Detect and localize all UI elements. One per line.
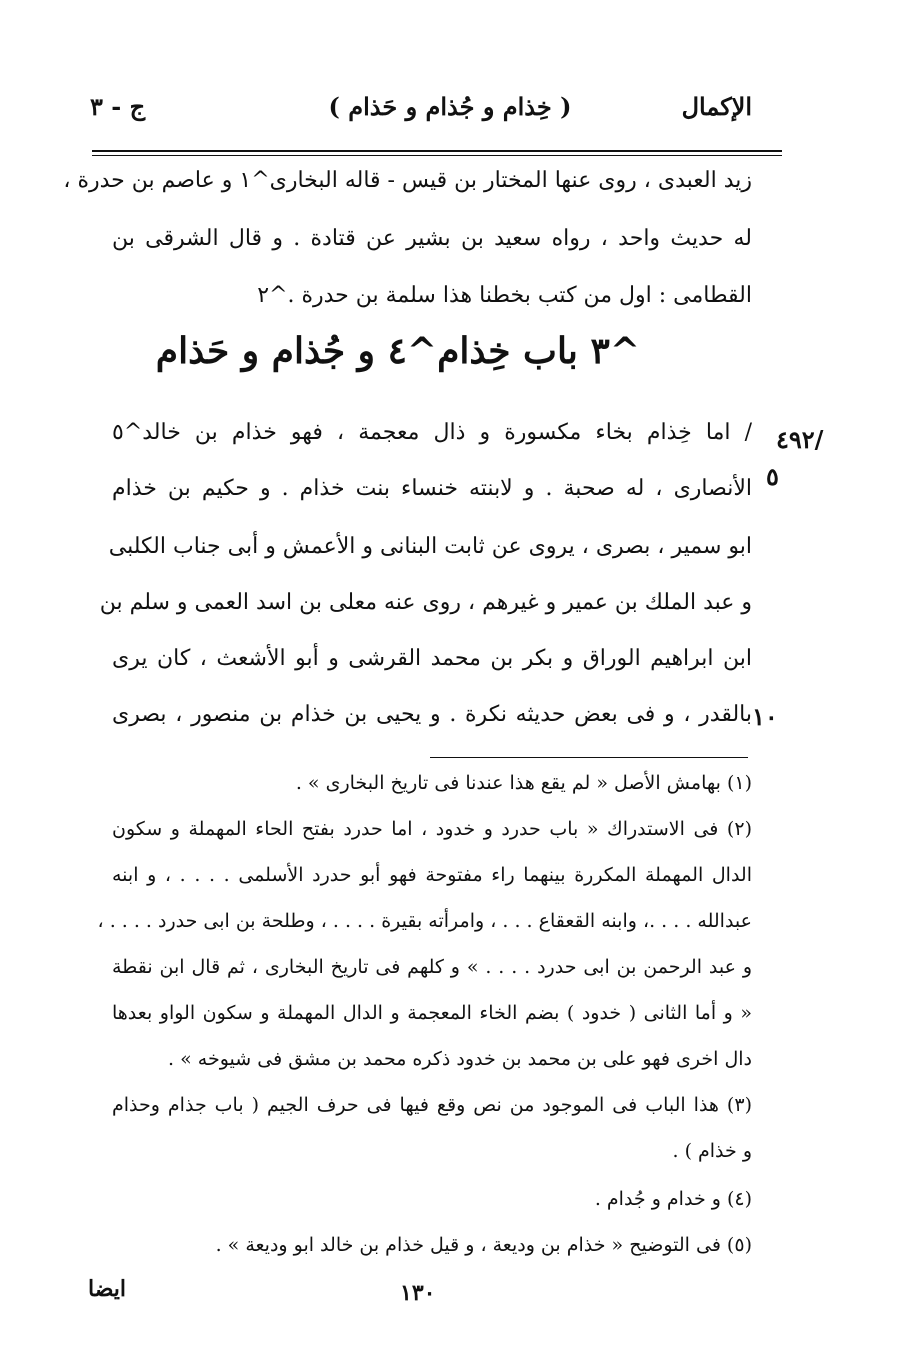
body-line: ابن ابراهيم الوراق و بكر بن محمد القرشى و أبو الأشعث ، كان يرى bbox=[112, 646, 752, 671]
line-number-5: ٥ bbox=[766, 462, 779, 491]
book-title: الإكمال bbox=[681, 92, 752, 121]
body-line: زيد العبدى ، روى عنها المختار بن قيس - قاله البخارى^١ و عاصم بن حدرة ، bbox=[63, 168, 752, 193]
footnote-line: الدال المهملة المكررة بينهما راء مفتوحة فهو أبو حدرد الأسلمى . . . . ، و ابنه bbox=[112, 864, 752, 886]
footnote-line: (٢) فى الاستدراك « باب حدرد و خدود ، اما حدرد بفتح الحاء المهملة و سكون bbox=[112, 818, 752, 840]
footnote-line: (٤) و خدام و جُدام . bbox=[594, 1188, 752, 1210]
footnote-line: (٥) فى التوضيح « خذام بن وديعة ، و قيل خذام بن خالد ابو وديعة » . bbox=[215, 1234, 752, 1256]
footnote-line: دال اخرى فهو على بن محمد بن خدود ذكره محمد بن مشق فى شيوخه » . bbox=[168, 1048, 752, 1070]
header-rule bbox=[92, 150, 782, 152]
body-line: بالقدر ، و فى بعض حديثه نكرة . و يحيى بن خذام بن منصور ، بصرى bbox=[112, 702, 752, 727]
footnote-line: و خذام ) . bbox=[672, 1140, 752, 1162]
footnote-rule bbox=[430, 757, 748, 758]
footnote-line: عبدالله . . . .، وابنه القعقاع . . . ، وامرأته بقيرة . . . . ، وطلحة بن ابى حدرد . . . . ، bbox=[97, 910, 752, 932]
footnote-line: (٣) هذا الباب فى الموجود من نص وقع فيها فى حرف الجيم ( باب جذام وحذام bbox=[112, 1094, 752, 1116]
footnote-line: (١) بهامش الأصل « لم يقع هذا عندنا فى تاريخ البخارى » . bbox=[295, 772, 752, 794]
body-line: الأنصارى ، له صحبة . و لابنته خنساء بنت خذام . و حكيم بن خذام bbox=[112, 476, 752, 501]
section-heading: ^٣ باب خِذام^٤ و جُذام و حَذام bbox=[155, 330, 640, 372]
body-line: / اما خِذام بخاء مكسورة و ذال معجمة ، فهو خذام بن خالد^٥ bbox=[112, 420, 752, 445]
footnote-line: و عبد الرحمن بن ابى حدرد . . . . » و كلهم فى تاريخ البخارى ، ثم قال ابن نقطة bbox=[112, 956, 752, 978]
chapter-title: ( خِذام و جُذام و حَذام ) bbox=[328, 92, 572, 121]
body-line: له حديث واحد ، رواه سعيد بن بشير عن قتادة . و قال الشرقى بن bbox=[112, 226, 752, 251]
line-number-10: ١٠ bbox=[752, 702, 778, 731]
header-rule-thin bbox=[92, 155, 782, 156]
page-number: ١٣٠ bbox=[400, 1280, 436, 1306]
volume-label: ج - ٣ bbox=[90, 92, 146, 121]
body-line: ابو سمير ، بصرى ، يروى عن ثابت البنانى و الأعمش و أبى جناب الكلبى bbox=[108, 534, 752, 559]
catchword: ايضا bbox=[88, 1276, 127, 1302]
body-line: و عبد الملك بن عمير و غيرهم ، روى عنه معلى بن اسد العمى و سلم بن bbox=[99, 590, 752, 615]
folio-reference: ٤٩٢/ bbox=[776, 425, 824, 454]
footnote-line: « و أما الثانى ( خدود ) بضم الخاء المعجمة و الدال المهملة و سكون الواو بعدها bbox=[112, 1002, 752, 1024]
body-line: القطامى : اول من كتب بخطنا هذا سلمة بن حدرة .^٢ bbox=[257, 283, 752, 308]
